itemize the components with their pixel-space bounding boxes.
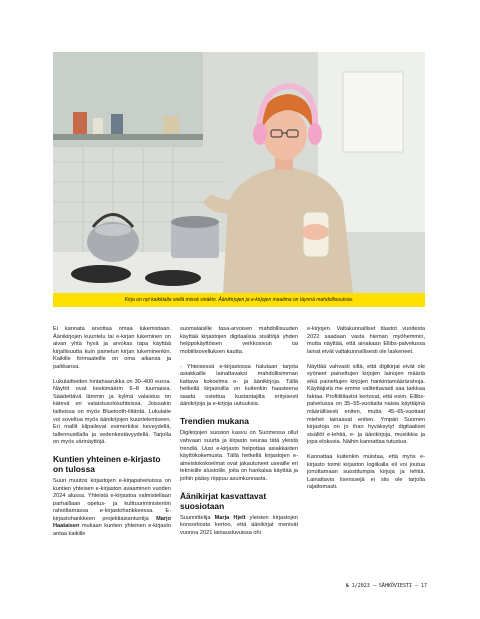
person-name: Marjo Haataisen [53, 515, 171, 530]
paragraph: Suunnittelija Marja Hjelt yleisten kirjastojen konsortiosta kertoo, että äänikirjat menivät vuonna 2021 lainausluvuissa ohi [180, 514, 298, 536]
article-column-2 [180, 326, 298, 537]
paragraph: suomalaisille tasa-arvoisen mahdollisuuden käyttää kirjastojen digitaalisia sisältöjä yhden helppokäyttöisen verkkosivun tai mobiilisovelluksen kautta. [180, 326, 298, 355]
paragraph: Näyttää vahvasti siltä, että digikirjat eivät ole syöneet painettujen kirjojen lainojen määriä eikä painettujen kirjojen hankintamäärärahoja. Käyttäjistä me emme valitettavasti saa tarkkaa faktaa. Profiilitilastot kertovat, että esim. Ellibs-palvelussa on 35–55-vuotiaita naisia käyttäjinä määrällisesti eniten, mutta 45–65-vuotiaat miehet lainaavat eniten. Ympäri Suomen kirjastoja on jo ihan hyväksytyt digitaaliset sisällöt e-lehtiä, e- ja äänikirjoja, musiikkia ja jopa elokuvia. Näihin kannattaa tutustua. [307, 363, 425, 446]
person-name: Marja Hjelt [214, 514, 246, 521]
paragraph: Digikirjojen suosion kasvu on Suomessa ollut vahvaan suurta ja kirjasto seuraa tätä yleistä trendiä. Uusi e-kirjasto helpottaa asiakkaiden käyttökokemusta. Tällä hetkellä kirjastojen e-aineistokokoelmat ovat jakautuneet useaille eri teknisille alustoille, joita on hankalaa käyttää ja joihin pääsy riippuu asuinkunnasta. [180, 430, 298, 482]
photo-caption: Kirja on nyt kaikkialla siellä missä sinäkin. Äänikirjojen ja e-kirjojen maailma on täynnä mahdollisuuksia. [53, 293, 425, 307]
paragraph: Lukulaitteiden hintahaarukka on 30–400 euroa. Näytöt ovat keskimäärin 6–8 tuumaisia. Säädettävä lämmin ja kylmä valaistus on kätevä eri valaistusolosuhteissa. Joissakin laitteissa on myös Bluetooth-liitäntä. Lukulaite voi soveltua myös äänikirjojen kuuntelemiseen. Eri mallit kilpailevat esimerkiksi keveydellä, tallennustilalla ja vedenkestävyydellä. Tarjolla on myös värinäyttöjä. [53, 378, 171, 446]
paragraph: Kannattaa kuitenkin muistaa, että myös e-kirjasto toimii kirjaston logiikalla eli voi joutua jonottamaan suosittumpia kirjoja ja lehtiä. Lainattavia lisenssejä ei siis ole tarjolla rajattomasti. [307, 454, 425, 491]
page-footer: № 1/2023 — SÄHKÖVIESTI — 17 [345, 583, 427, 589]
article-photo [53, 52, 425, 293]
section-heading: Trendien mukana [180, 416, 249, 427]
paragraph: Suuri muutos kirjastojen e-kirjapalveluissa on kuntien yhteisen e-kirjaston avaaminen vuoden 2024 alussa. Yhteistä e-kirjastoa valmistellaan parhaillaan opetus- ja kulttuuriministeriön rahoittamassa e-kirjastohankkeessa. E-kirjastohankkeen projektiasiantuntija Marjo Haataisen mukaan kuntien yhteinen e-kirjasto antaa kaikille [53, 478, 171, 538]
section-heading: Kuntien yhteinen e-kirjasto on tulossa [53, 454, 161, 475]
article-column-1 [53, 326, 171, 539]
paragraph: - Yhteisessä e-kirjastossa halutaan tarjota asiakkaille lainattavaksi mahdollisimman kattava kokoelma e- ja äänikirjoja. Tällä hetkellä kirjastoilla on kuitenkin haasteena saada ostettua kustantajilta erityisesti äänikirjoja ja e-kirjoja uutuuksia. [180, 363, 298, 408]
article-column-3 [307, 326, 425, 492]
photo-illustration [53, 52, 425, 293]
paragraph: Ei kannata arvottaa omaa lukemistaan. Äänikirjojen kuuntelu tai e-kirjan lukeminen on aivan yhtä hyvä ja arvokas tapa käyttää kirjallisuutta kuin painetun kirjan lukeminenkin. Kaikille formaateille on oma aikansa ja paikkansa. [53, 326, 171, 370]
paragraph: e-kirjojen. Valtakunnalliset tilastot vuodesta 2022 saadaan vasta hieman myöhemmin, mutta näyttää, että ainakaan Ellibs-palvelussa lainat eivät valtakunnallisesti ole laskeneet. [307, 326, 425, 355]
section-heading: Äänikirjat kasvattavat suosiotaan [180, 490, 267, 511]
